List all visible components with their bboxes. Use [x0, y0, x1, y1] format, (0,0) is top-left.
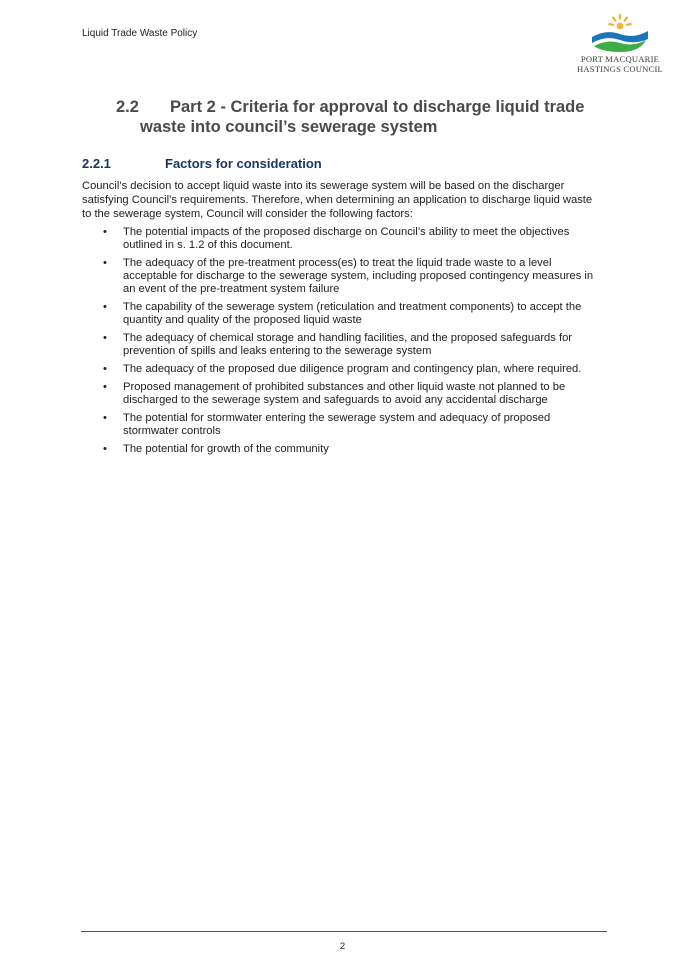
list-item-text: The adequacy of the pre-treatment process(es) to treat the liquid trade waste to a level acceptable for discharge to the sewerage system, including proposed contingency measures in an event of the pre-treatment system failure [123, 257, 594, 295]
sun-wave-logo-icon [588, 12, 652, 54]
section-number: 2.2 [116, 98, 139, 116]
intro-paragraph: Council’s decision to accept liquid waste into its sewerage system will be based on the discharger satisfying Council’s requirements. Therefore, when determining an application to discharge liquid waste to the sewerage system, Council will consider the following factors: [82, 180, 593, 220]
list-item-text: Proposed management of prohibited substances and other liquid waste not planned to be discharged to the sewerage system and safeguards to avoid any accidental discharge [123, 381, 566, 406]
bullet-icon: • [103, 257, 107, 269]
list-item-text: The adequacy of the proposed due diligence program and contingency plan, where required. [123, 363, 582, 375]
list-item-text: The potential for stormwater entering the sewerage system and adequacy of proposed stormwater controls [123, 412, 551, 437]
bullet-icon: • [103, 363, 107, 375]
subsection-heading [82, 156, 322, 171]
list-item-text: The potential impacts of the proposed discharge on Council’s ability to meet the objectives outlined in s. 1.2 of this document. [123, 226, 570, 251]
subsection-number: 2.2.1 [82, 156, 111, 171]
section-title-line-1: Part 2 - Criteria for approval to discharge liquid trade [170, 98, 585, 116]
bullet-icon: • [103, 226, 107, 238]
list-item-text: The capability of the sewerage system (reticulation and treatment components) to accept the quantity and quality of the proposed liquid waste [123, 301, 582, 326]
bullet-icon: • [103, 301, 107, 313]
council-logo [572, 12, 668, 82]
bullet-icon: • [103, 412, 107, 424]
page-number: 2 [339, 941, 346, 952]
list-item [82, 257, 602, 296]
bullet-icon: • [103, 443, 107, 455]
list-item [82, 412, 602, 438]
list-item [82, 301, 602, 327]
footer-divider [81, 931, 607, 932]
list-item-text: The potential for growth of the community [123, 443, 329, 455]
list-item-text: The adequacy of chemical storage and handling facilities, and the proposed safeguards for prevention of spills and leaks entering to the sewerage system [123, 332, 573, 357]
logo-line-1: PORT MACQUARIE [580, 54, 660, 64]
subsection-title: Factors for consideration [165, 156, 322, 171]
header-title: Liquid Trade Waste Policy [82, 28, 198, 39]
section-heading [116, 97, 596, 137]
factors-list [82, 226, 602, 461]
list-item [82, 332, 602, 358]
list-item [82, 363, 602, 376]
list-item [82, 226, 602, 252]
list-item [82, 381, 602, 407]
logo-line-2: HASTINGS COUNCIL [576, 64, 664, 74]
section-title-line-2: waste into council’s sewerage system [140, 118, 438, 136]
bullet-icon: • [103, 381, 107, 393]
bullet-icon: • [103, 332, 107, 344]
list-item [82, 443, 602, 456]
